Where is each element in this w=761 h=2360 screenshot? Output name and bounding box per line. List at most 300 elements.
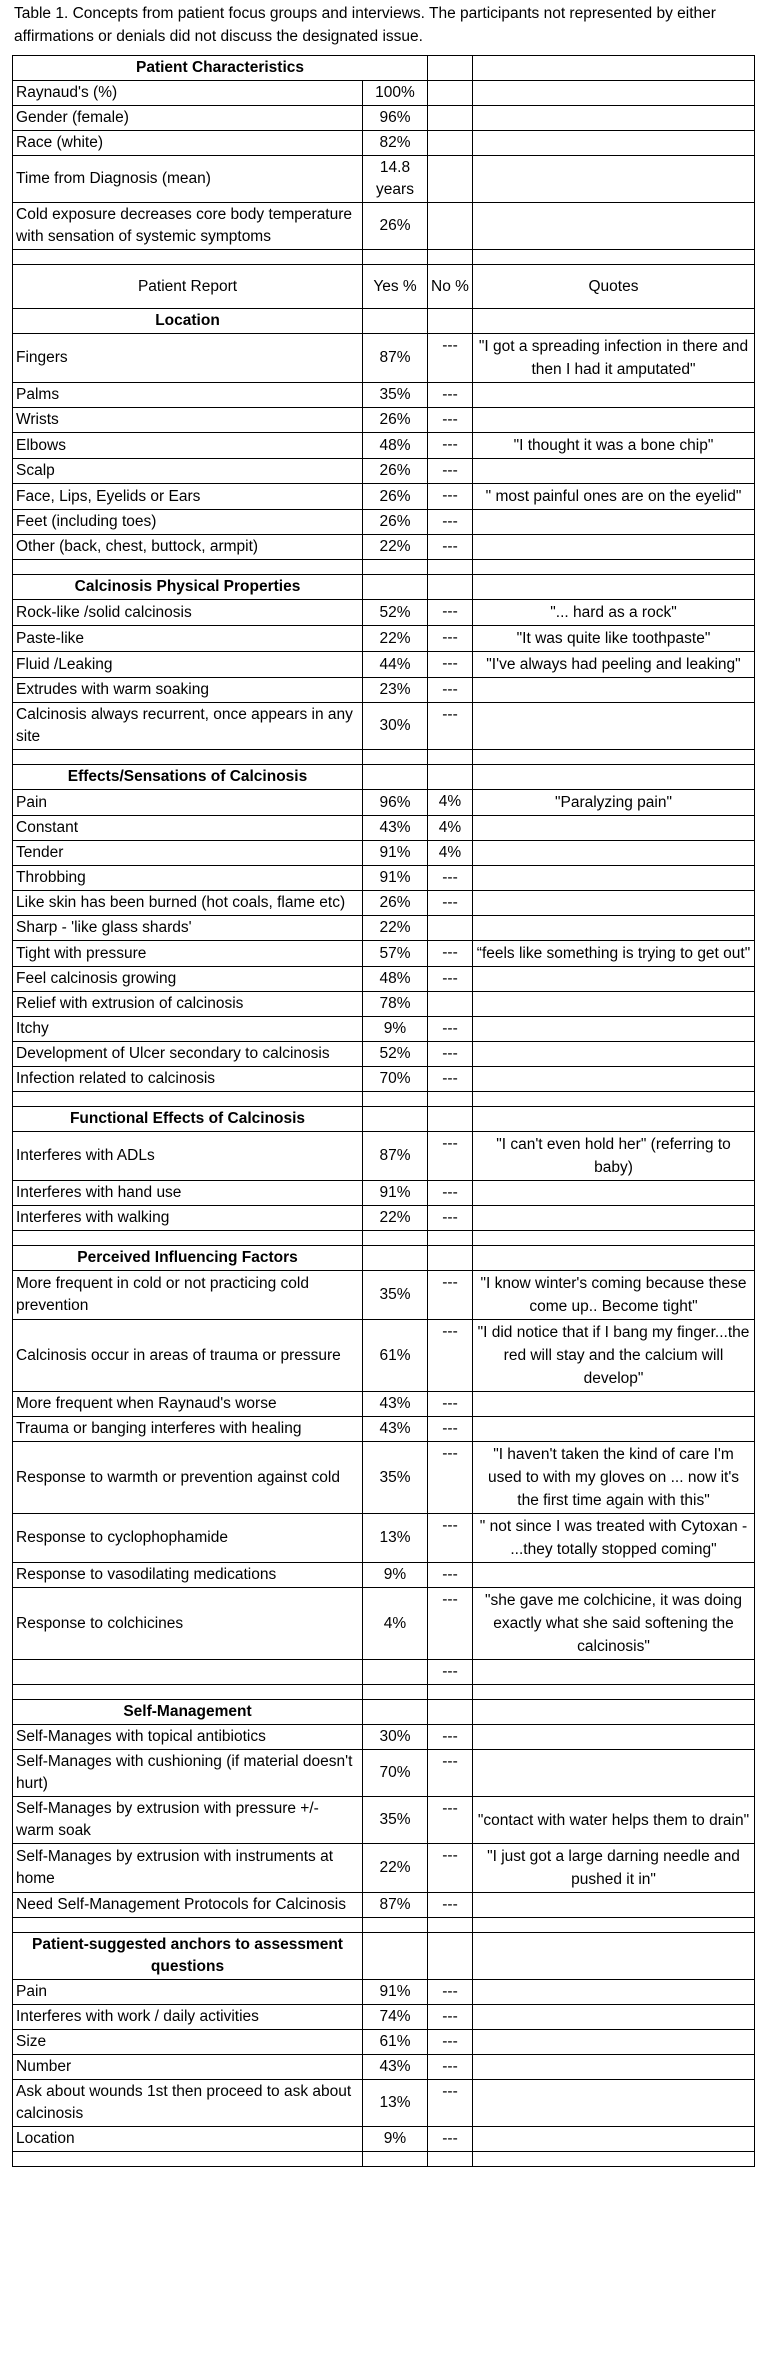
empty-cell <box>13 1918 363 1933</box>
yes-percent-cell: 70% <box>363 1750 428 1797</box>
table-row <box>13 941 755 967</box>
no-percent-cell: --- <box>428 334 473 383</box>
table-row <box>13 484 755 510</box>
empty-cell <box>13 560 363 575</box>
empty-cell <box>428 1246 473 1271</box>
table-row <box>13 2127 755 2152</box>
table-row <box>13 433 755 459</box>
table-row <box>13 2055 755 2080</box>
patient-report-cell: Sharp - 'like glass shards' <box>13 916 363 941</box>
empty-cell <box>428 131 473 156</box>
no-percent-cell: --- <box>428 703 473 750</box>
empty-cell <box>473 1918 755 1933</box>
yes-percent-cell: 43% <box>363 816 428 841</box>
yes-percent-cell: 13% <box>363 1514 428 1563</box>
patient-report-cell: Extrudes with warm soaking <box>13 678 363 703</box>
quote-cell <box>473 1980 755 2005</box>
table-row <box>13 1181 755 1206</box>
patient-report-cell: Constant <box>13 816 363 841</box>
no-percent-cell: --- <box>428 1392 473 1417</box>
quote-cell: "I haven't taken the kind of care I'm used to with my gloves on ... now it's the first time again with this" <box>473 1442 755 1514</box>
section-header-row <box>13 575 755 600</box>
patient-report-cell: Calcinosis occur in areas of trauma or pressure <box>13 1320 363 1392</box>
table-row <box>13 459 755 484</box>
no-percent-cell: --- <box>428 1417 473 1442</box>
table-row <box>13 2080 755 2127</box>
spacer-row <box>13 2152 755 2167</box>
patient-report-cell: More frequent in cold or not practicing cold prevention <box>13 1271 363 1320</box>
quote-cell: "It was quite like toothpaste" <box>473 626 755 652</box>
quote-cell <box>473 535 755 560</box>
column-header-no: No % <box>428 265 473 309</box>
no-percent-cell: --- <box>428 891 473 916</box>
section-header-row <box>13 1107 755 1132</box>
empty-cell <box>473 131 755 156</box>
patient-report-cell: Fluid /Leaking <box>13 652 363 678</box>
yes-percent-cell: 48% <box>363 433 428 459</box>
quote-cell <box>473 816 755 841</box>
quote-cell: "contact with water helps them to drain" <box>473 1797 755 1844</box>
table-row <box>13 816 755 841</box>
empty-cell <box>473 750 755 765</box>
table-row <box>13 916 755 941</box>
empty-cell <box>473 203 755 250</box>
characteristic-value: 26% <box>363 203 428 250</box>
quote-cell <box>473 678 755 703</box>
quote-cell: "I thought it was a bone chip" <box>473 433 755 459</box>
table-row <box>13 1320 755 1392</box>
empty-cell <box>428 1231 473 1246</box>
no-percent-cell: --- <box>428 1980 473 2005</box>
characteristic-value: 14.8 years <box>363 156 428 203</box>
no-percent-cell: --- <box>428 1660 473 1685</box>
empty-cell <box>363 2152 428 2167</box>
empty-cell <box>428 1107 473 1132</box>
empty-cell <box>428 1685 473 1700</box>
yes-percent-cell: 35% <box>363 1442 428 1514</box>
quote-cell <box>473 1750 755 1797</box>
no-percent-cell: --- <box>428 1042 473 1067</box>
empty-cell <box>13 1092 363 1107</box>
empty-cell <box>473 1092 755 1107</box>
section-title: Patient Characteristics <box>13 56 428 81</box>
yes-percent-cell: 9% <box>363 1017 428 1042</box>
empty-cell <box>428 750 473 765</box>
empty-cell <box>473 2152 755 2167</box>
spacer-row <box>13 750 755 765</box>
table-row <box>13 1725 755 1750</box>
characteristic-row <box>13 203 755 250</box>
no-percent-cell: --- <box>428 484 473 510</box>
patient-report-cell: Wrists <box>13 408 363 433</box>
characteristic-row <box>13 81 755 106</box>
concepts-table <box>12 55 755 2167</box>
spacer-row <box>13 560 755 575</box>
yes-percent-cell: 26% <box>363 891 428 916</box>
patient-report-cell: Face, Lips, Eyelids or Ears <box>13 484 363 510</box>
yes-percent-cell: 22% <box>363 626 428 652</box>
empty-cell <box>428 765 473 790</box>
yes-percent-cell: 96% <box>363 790 428 816</box>
column-header-quotes: Quotes <box>473 265 755 309</box>
table-row <box>13 535 755 560</box>
patient-report-cell: Calcinosis always recurrent, once appears in any site <box>13 703 363 750</box>
quote-cell <box>473 1725 755 1750</box>
quote-cell: “feels like something is trying to get out" <box>473 941 755 967</box>
quote-cell <box>473 967 755 992</box>
quote-cell <box>473 891 755 916</box>
characteristic-value: 96% <box>363 106 428 131</box>
quote-cell <box>473 916 755 941</box>
patient-report-cell: Pain <box>13 1980 363 2005</box>
patient-report-cell: Self-Manages with topical antibiotics <box>13 1725 363 1750</box>
empty-cell <box>428 250 473 265</box>
patient-report-cell: Need Self-Management Protocols for Calcinosis <box>13 1893 363 1918</box>
yes-percent-cell: 91% <box>363 866 428 891</box>
quote-cell <box>473 2055 755 2080</box>
no-percent-cell: --- <box>428 866 473 891</box>
characteristic-label: Raynaud's (%) <box>13 81 363 106</box>
patient-report-cell: Palms <box>13 383 363 408</box>
empty-cell <box>428 1918 473 1933</box>
no-percent-cell: --- <box>428 408 473 433</box>
patient-report-cell: Response to vasodilating medications <box>13 1563 363 1588</box>
yes-percent-cell: 44% <box>363 652 428 678</box>
patient-report-cell: Response to colchicines <box>13 1588 363 1660</box>
patient-report-cell: Development of Ulcer secondary to calcinosis <box>13 1042 363 1067</box>
table-caption: Table 1. Concepts from patient focus groups and interviews. The participants not represented by either affirmations or denials did not discuss the designated issue. <box>14 5 716 45</box>
empty-cell <box>473 1246 755 1271</box>
empty-cell <box>13 250 363 265</box>
empty-cell <box>473 1107 755 1132</box>
quote-cell <box>473 1017 755 1042</box>
yes-percent-cell: 26% <box>363 484 428 510</box>
yes-percent-cell: 91% <box>363 1980 428 2005</box>
no-percent-cell: --- <box>428 652 473 678</box>
empty-cell <box>473 250 755 265</box>
yes-percent-cell: 26% <box>363 408 428 433</box>
quote-cell <box>473 866 755 891</box>
section-title: Patient-suggested anchors to assessment questions <box>13 1933 363 1980</box>
empty-cell <box>363 765 428 790</box>
quote-cell: " most painful ones are on the eyelid" <box>473 484 755 510</box>
table-row <box>13 891 755 916</box>
yes-percent-cell: 30% <box>363 1725 428 1750</box>
empty-cell <box>473 309 755 334</box>
yes-percent-cell: 35% <box>363 1797 428 1844</box>
no-percent-cell: --- <box>428 510 473 535</box>
patient-report-cell: Self-Manages by extrusion with instruments at home <box>13 1844 363 1893</box>
table-row <box>13 1844 755 1893</box>
quote-cell <box>473 1563 755 1588</box>
empty-cell <box>13 2152 363 2167</box>
characteristic-row <box>13 106 755 131</box>
yes-percent-cell: 35% <box>363 1271 428 1320</box>
quote-cell <box>473 1893 755 1918</box>
spacer-row <box>13 1092 755 1107</box>
table-row <box>13 510 755 535</box>
empty-cell <box>428 2152 473 2167</box>
characteristic-row <box>13 131 755 156</box>
empty-cell <box>428 1092 473 1107</box>
table-row <box>13 790 755 816</box>
table-row <box>13 383 755 408</box>
table-row <box>13 1132 755 1181</box>
empty-cell <box>363 309 428 334</box>
quote-cell <box>473 841 755 866</box>
patient-report-cell: Response to warmth or prevention against cold <box>13 1442 363 1514</box>
patient-report-cell: Interferes with ADLs <box>13 1132 363 1181</box>
empty-cell <box>13 1231 363 1246</box>
empty-cell <box>473 1685 755 1700</box>
patient-report-cell: Interferes with hand use <box>13 1181 363 1206</box>
quote-cell <box>473 2030 755 2055</box>
quote-cell: "I did notice that if I bang my finger...the red will stay and the calcium will develop" <box>473 1320 755 1392</box>
characteristic-row <box>13 156 755 203</box>
quote-cell <box>473 2005 755 2030</box>
yes-percent-cell: 52% <box>363 1042 428 1067</box>
no-percent-cell: --- <box>428 433 473 459</box>
no-percent-cell: --- <box>428 1067 473 1092</box>
patient-report-cell: Trauma or banging interferes with healing <box>13 1417 363 1442</box>
no-percent-cell: --- <box>428 1271 473 1320</box>
yes-percent-cell <box>363 1660 428 1685</box>
yes-percent-cell: 48% <box>363 967 428 992</box>
no-percent-cell: --- <box>428 1563 473 1588</box>
yes-percent-cell: 13% <box>363 2080 428 2127</box>
yes-percent-cell: 43% <box>363 1417 428 1442</box>
no-percent-cell: --- <box>428 1844 473 1893</box>
patient-report-cell: Fingers <box>13 334 363 383</box>
empty-cell <box>428 106 473 131</box>
empty-cell <box>363 1685 428 1700</box>
characteristic-label: Gender (female) <box>13 106 363 131</box>
yes-percent-cell: 61% <box>363 2030 428 2055</box>
quote-cell <box>473 408 755 433</box>
empty-cell <box>473 81 755 106</box>
empty-cell <box>363 1933 428 1980</box>
quote-cell: "I can't even hold her" (referring to baby) <box>473 1132 755 1181</box>
quote-cell <box>473 1392 755 1417</box>
section-header-row <box>13 1246 755 1271</box>
patient-report-cell: Scalp <box>13 459 363 484</box>
quote-cell <box>473 1660 755 1685</box>
table-row <box>13 967 755 992</box>
empty-cell <box>428 203 473 250</box>
no-percent-cell <box>428 992 473 1017</box>
patient-report-cell: Infection related to calcinosis <box>13 1067 363 1092</box>
characteristic-label: Cold exposure decreases core body temperature with sensation of systemic symptoms <box>13 203 363 250</box>
patient-report-cell: Size <box>13 2030 363 2055</box>
empty-cell <box>363 1246 428 1271</box>
yes-percent-cell: 22% <box>363 535 428 560</box>
empty-cell <box>473 56 755 81</box>
empty-cell <box>428 560 473 575</box>
no-percent-cell: --- <box>428 1320 473 1392</box>
spacer-row <box>13 1231 755 1246</box>
patient-report-cell: Itchy <box>13 1017 363 1042</box>
patient-report-cell: Interferes with work / daily activities <box>13 2005 363 2030</box>
no-percent-cell: 4% <box>428 790 473 816</box>
table-row <box>13 1588 755 1660</box>
section-header-row <box>13 1700 755 1725</box>
no-percent-cell: --- <box>428 1588 473 1660</box>
quote-cell: "Paralyzing pain" <box>473 790 755 816</box>
no-percent-cell: --- <box>428 967 473 992</box>
table-row <box>13 408 755 433</box>
table-row <box>13 1417 755 1442</box>
empty-cell <box>363 1107 428 1132</box>
patient-report-cell: Elbows <box>13 433 363 459</box>
empty-cell <box>363 575 428 600</box>
section-header-row <box>13 56 755 81</box>
yes-percent-cell: 26% <box>363 510 428 535</box>
quote-cell <box>473 2127 755 2152</box>
yes-percent-cell: 22% <box>363 1844 428 1893</box>
no-percent-cell: --- <box>428 1132 473 1181</box>
column-header-report: Patient Report <box>13 265 363 309</box>
table-row <box>13 626 755 652</box>
quote-cell <box>473 2080 755 2127</box>
quote-cell <box>473 459 755 484</box>
empty-cell <box>363 1918 428 1933</box>
section-title: Perceived Influencing Factors <box>13 1246 363 1271</box>
no-percent-cell: --- <box>428 678 473 703</box>
yes-percent-cell: 4% <box>363 1588 428 1660</box>
quote-cell <box>473 992 755 1017</box>
table-row <box>13 1750 755 1797</box>
yes-percent-cell: 9% <box>363 1563 428 1588</box>
yes-percent-cell: 52% <box>363 600 428 626</box>
characteristic-label: Race (white) <box>13 131 363 156</box>
yes-percent-cell: 87% <box>363 1893 428 1918</box>
empty-cell <box>473 1231 755 1246</box>
table-row <box>13 1271 755 1320</box>
empty-cell <box>428 1700 473 1725</box>
patient-report-cell: Relief with extrusion of calcinosis <box>13 992 363 1017</box>
patient-report-cell: Interferes with walking <box>13 1206 363 1231</box>
patient-report-cell: Location <box>13 2127 363 2152</box>
yes-percent-cell: 23% <box>363 678 428 703</box>
yes-percent-cell: 35% <box>363 383 428 408</box>
patient-report-cell: Pain <box>13 790 363 816</box>
no-percent-cell: 4% <box>428 816 473 841</box>
table-row <box>13 992 755 1017</box>
quote-cell <box>473 1206 755 1231</box>
quote-cell <box>473 383 755 408</box>
yes-percent-cell: 91% <box>363 1181 428 1206</box>
no-percent-cell: --- <box>428 2127 473 2152</box>
table-row <box>13 1392 755 1417</box>
table-row <box>13 334 755 383</box>
empty-cell <box>473 765 755 790</box>
no-percent-cell: --- <box>428 2030 473 2055</box>
empty-cell <box>473 106 755 131</box>
patient-report-cell: Self-Manages with cushioning (if material doesn't hurt) <box>13 1750 363 1797</box>
empty-cell <box>13 1685 363 1700</box>
empty-cell <box>363 1231 428 1246</box>
table-row <box>13 1206 755 1231</box>
quote-cell <box>473 1181 755 1206</box>
spacer-row <box>13 1918 755 1933</box>
no-percent-cell: --- <box>428 1797 473 1844</box>
yes-percent-cell: 22% <box>363 916 428 941</box>
no-percent-cell: --- <box>428 1893 473 1918</box>
yes-percent-cell: 26% <box>363 459 428 484</box>
yes-percent-cell: 91% <box>363 841 428 866</box>
quote-cell <box>473 1067 755 1092</box>
table-row <box>13 2030 755 2055</box>
table-row <box>13 1797 755 1844</box>
section-header-row <box>13 309 755 334</box>
table-row <box>13 600 755 626</box>
empty-cell <box>473 1700 755 1725</box>
no-percent-cell <box>428 916 473 941</box>
no-percent-cell: --- <box>428 1206 473 1231</box>
no-percent-cell: --- <box>428 2055 473 2080</box>
section-title: Location <box>13 309 363 334</box>
no-percent-cell: --- <box>428 600 473 626</box>
empty-cell <box>363 1092 428 1107</box>
table-row <box>13 1563 755 1588</box>
no-percent-cell: --- <box>428 1442 473 1514</box>
patient-report-cell: Like skin has been burned (hot coals, flame etc) <box>13 891 363 916</box>
patient-report-cell: Throbbing <box>13 866 363 891</box>
quote-cell <box>473 1417 755 1442</box>
empty-cell <box>428 575 473 600</box>
table-row <box>13 652 755 678</box>
patient-report-cell: Self-Manages by extrusion with pressure +/- warm soak <box>13 1797 363 1844</box>
yes-percent-cell: 78% <box>363 992 428 1017</box>
empty-cell <box>363 560 428 575</box>
empty-cell <box>363 750 428 765</box>
quote-cell <box>473 703 755 750</box>
yes-percent-cell: 61% <box>363 1320 428 1392</box>
no-percent-cell: --- <box>428 383 473 408</box>
patient-report-cell: Feel calcinosis growing <box>13 967 363 992</box>
section-header-row <box>13 1933 755 1980</box>
spacer-row <box>13 1685 755 1700</box>
no-percent-cell: --- <box>428 2080 473 2127</box>
patient-report-cell: More frequent when Raynaud's worse <box>13 1392 363 1417</box>
table-row <box>13 866 755 891</box>
section-header-row <box>13 765 755 790</box>
empty-cell <box>428 56 473 81</box>
column-header-yes: Yes % <box>363 265 428 309</box>
table-row <box>13 703 755 750</box>
section-title: Functional Effects of Calcinosis <box>13 1107 363 1132</box>
empty-cell <box>428 81 473 106</box>
yes-percent-cell: 22% <box>363 1206 428 1231</box>
patient-report-cell: Rock-like /solid calcinosis <box>13 600 363 626</box>
no-percent-cell: --- <box>428 2005 473 2030</box>
section-title: Self-Management <box>13 1700 363 1725</box>
empty-cell <box>363 1700 428 1725</box>
table-row <box>13 1442 755 1514</box>
table-row <box>13 1893 755 1918</box>
spacer-row <box>13 250 755 265</box>
yes-percent-cell: 43% <box>363 2055 428 2080</box>
empty-cell <box>473 1933 755 1980</box>
no-percent-cell: --- <box>428 1750 473 1797</box>
section-title: Effects/Sensations of Calcinosis <box>13 765 363 790</box>
quote-cell: "I know winter's coming because these come up.. Become tight" <box>473 1271 755 1320</box>
empty-cell <box>13 750 363 765</box>
no-percent-cell: --- <box>428 626 473 652</box>
yes-percent-cell: 87% <box>363 1132 428 1181</box>
empty-cell <box>428 156 473 203</box>
quote-cell <box>473 510 755 535</box>
